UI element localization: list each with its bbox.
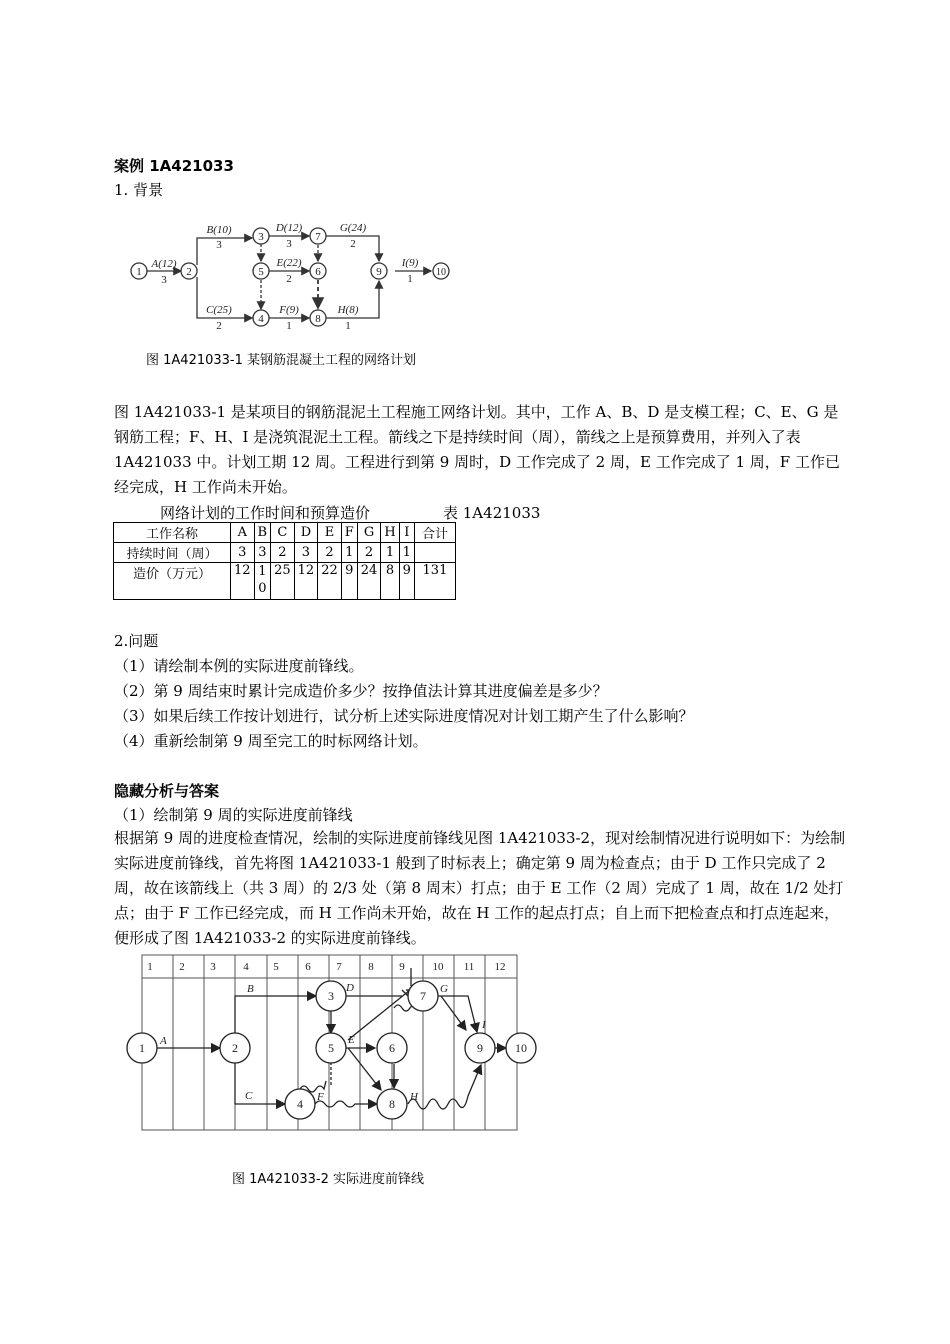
table-cell: 9 [399, 563, 414, 600]
edge-label-A-cost: A(12) [151, 258, 177, 270]
activity-label: B [247, 983, 254, 995]
activity-label: E [348, 1034, 355, 1046]
edge-label-D-cost: D(12) [275, 222, 303, 234]
edge-label-I-duration: 1 [407, 273, 413, 285]
node-label: 3 [328, 989, 334, 1003]
edge-label-E-cost: E(22) [276, 257, 302, 269]
activity-label: I [482, 1019, 486, 1031]
week-label: 6 [305, 961, 311, 973]
table-code: 表 1A421033 [443, 504, 541, 522]
node-label: 3 [258, 231, 264, 243]
table-cell: 工作名称 [114, 523, 231, 543]
table-cell: H [381, 523, 399, 543]
table-cell: E [318, 523, 342, 543]
question-item: （3）如果后续工作按计划进行，试分析上述实际进度情况对计划工期产生了什么影响？ [114, 707, 694, 725]
answer-paragraph: 根据第 9 周的进度检查情况，绘制的实际进度前锋线见图 1A421033-2，现对绘制情况进行说明如下：为绘制实际进度前锋线，首先将图 1A421033-1 般到了时标表上；确定第 9 周为检查点；由于 D 工作只完成了 2 周，故在该箭线上（共 3 周）的 2/3 处（第 8 周末）打点；由于 E 工作（2 周）完成了 1 周，故在 1/2 处打点；由于 F 工作已经完成，而 H 工作尚未开始，故在 H 工作的起点打点；自上而下把检查点和打点连起来，便形成了图 1A421033-2 的实际进度前锋线。 [114, 829, 846, 947]
intro-paragraph: 图 1A421033-1 是某项目的钢筋混泥土工程施工网络计划。其中，工作 A、B、D 是支模工程；C、E、G 是钢筋工程；F、H、I 是浇筑混泥土工程。箭线之下是持续时间（周），箭线之上是预算费用，并列入了表 1A421033 中。计划工期 12 周。工程进行到第 9 周时，D 工作完成了 2 周，E 工作完成了 1 周，F 工作已经完成，H 工作尚未开始。 [114, 403, 840, 496]
question-item: （2）第 9 周结束时累计完成造价多少？按挣值法计算其进度偏差是多少？ [114, 682, 608, 700]
node-label: 6 [315, 266, 321, 278]
node-label: 9 [477, 1041, 483, 1055]
week-label: 8 [368, 961, 374, 973]
week-label: 11 [463, 961, 475, 973]
figure2-caption: 图 1A421033-2 实际进度前锋线 [232, 1172, 425, 1187]
edge-label-A-duration: 3 [161, 274, 167, 286]
table-cell: A [231, 523, 255, 543]
edge-label-I-cost: I(9) [401, 257, 419, 269]
edge-label-E-duration: 2 [286, 273, 292, 285]
node-label: 1 [139, 1041, 145, 1055]
activity-label: C [245, 1090, 253, 1102]
node-label: 7 [420, 989, 426, 1003]
node-label: 8 [315, 313, 321, 325]
table-cell: 12 [231, 563, 255, 600]
table-cell: 持续时间（周） [114, 543, 231, 563]
table-cell: G [357, 523, 381, 543]
table-cell: 合计 [414, 523, 455, 543]
table-cell: 8 [381, 563, 399, 600]
node-label: 5 [258, 266, 264, 278]
table-cell: I [399, 523, 414, 543]
edge-label-H-duration: 1 [345, 320, 351, 332]
edge-label-G-duration: 2 [350, 238, 356, 250]
table-cell: 24 [357, 563, 381, 600]
week-label: 4 [243, 961, 249, 973]
budget-table [113, 522, 456, 600]
week-label: 1 [147, 961, 153, 973]
week-label: 10 [432, 961, 444, 973]
question-item: （1）请绘制本例的实际进度前锋线。 [114, 657, 364, 675]
progress-frontline-figure [120, 950, 540, 1135]
node-label: 7 [315, 231, 321, 243]
node-label: 9 [376, 266, 382, 278]
week-label: 2 [179, 961, 185, 973]
table-cell: 1 0 [254, 563, 271, 600]
node-label: 10 [436, 267, 446, 278]
edge-label-C-duration: 2 [216, 320, 222, 332]
table-cell: 131 [414, 563, 455, 600]
table-cell: D [294, 523, 318, 543]
table-cell: 1 [399, 543, 414, 563]
table-cell: 1 [341, 543, 357, 563]
table-cell: 1 [381, 543, 399, 563]
edge-label-D-duration: 3 [286, 238, 292, 250]
week-label: 7 [336, 961, 342, 973]
table-cell: 2 [357, 543, 381, 563]
table-cell: 12 [294, 563, 318, 600]
table-cell: 2 [318, 543, 342, 563]
activity-label: H [410, 1091, 418, 1103]
edge-label-F-duration: 1 [286, 320, 292, 332]
background-heading: 1. 背景 [114, 181, 164, 199]
edge-label-F-cost: F(9) [279, 304, 299, 316]
table-cell: 25 [271, 563, 295, 600]
edge-label-B-duration: 3 [216, 239, 222, 251]
week-label: 12 [494, 961, 506, 973]
table-cell: 3 [254, 543, 271, 563]
figure1-caption: 图 1A421033-1 某钢筋混凝土工程的网络计划 [146, 353, 417, 368]
table-cell: B [254, 523, 271, 543]
node-label: 5 [328, 1041, 334, 1055]
edge-label-H-cost: H(8) [337, 304, 359, 316]
questions-heading: 2.问题 [114, 632, 159, 650]
table-cell [414, 543, 455, 563]
week-label: 5 [273, 961, 279, 973]
node-label: 8 [389, 1097, 395, 1111]
table-cell: 3 [294, 543, 318, 563]
node-label: 10 [515, 1041, 527, 1055]
answer-subheading: （1）绘制第 9 周的实际进度前锋线 [114, 806, 353, 824]
table-header-row [114, 523, 456, 543]
edge-label-G-cost: G(24) [339, 222, 367, 234]
node-label: 6 [389, 1041, 395, 1055]
activity-label: F [317, 1091, 324, 1103]
edge-label-B-cost: B(10) [206, 224, 232, 236]
edge-label-C-cost: C(25) [206, 304, 232, 316]
activity-label: G [440, 983, 448, 995]
node-label: 1 [136, 266, 142, 278]
node-label: 4 [258, 313, 264, 325]
table-cell: 3 [231, 543, 255, 563]
node-label: 2 [186, 266, 192, 278]
week-label: 3 [210, 961, 216, 973]
table-row [114, 543, 456, 563]
answer-heading: 隐藏分析与答案 [114, 782, 220, 800]
table-cell: 9 [341, 563, 357, 600]
table-title: 网络计划的工作时间和预算造价 [160, 504, 371, 522]
table-cell: 2 [271, 543, 295, 563]
table-cell: C [271, 523, 295, 543]
case-title: 案例 1A421033 [114, 157, 234, 175]
question-item: （4）重新绘制第 9 周至完工的时标网络计划。 [114, 732, 428, 750]
table-cell: 造价（万元） [114, 563, 231, 600]
week-label: 9 [399, 961, 405, 973]
table-cell: F [341, 523, 357, 543]
activity-label: D [346, 982, 354, 994]
activity-label: A [160, 1035, 167, 1047]
node-label: 2 [232, 1041, 238, 1055]
node-label: 4 [297, 1097, 303, 1111]
table-row [114, 563, 456, 600]
table-cell: 22 [318, 563, 342, 600]
